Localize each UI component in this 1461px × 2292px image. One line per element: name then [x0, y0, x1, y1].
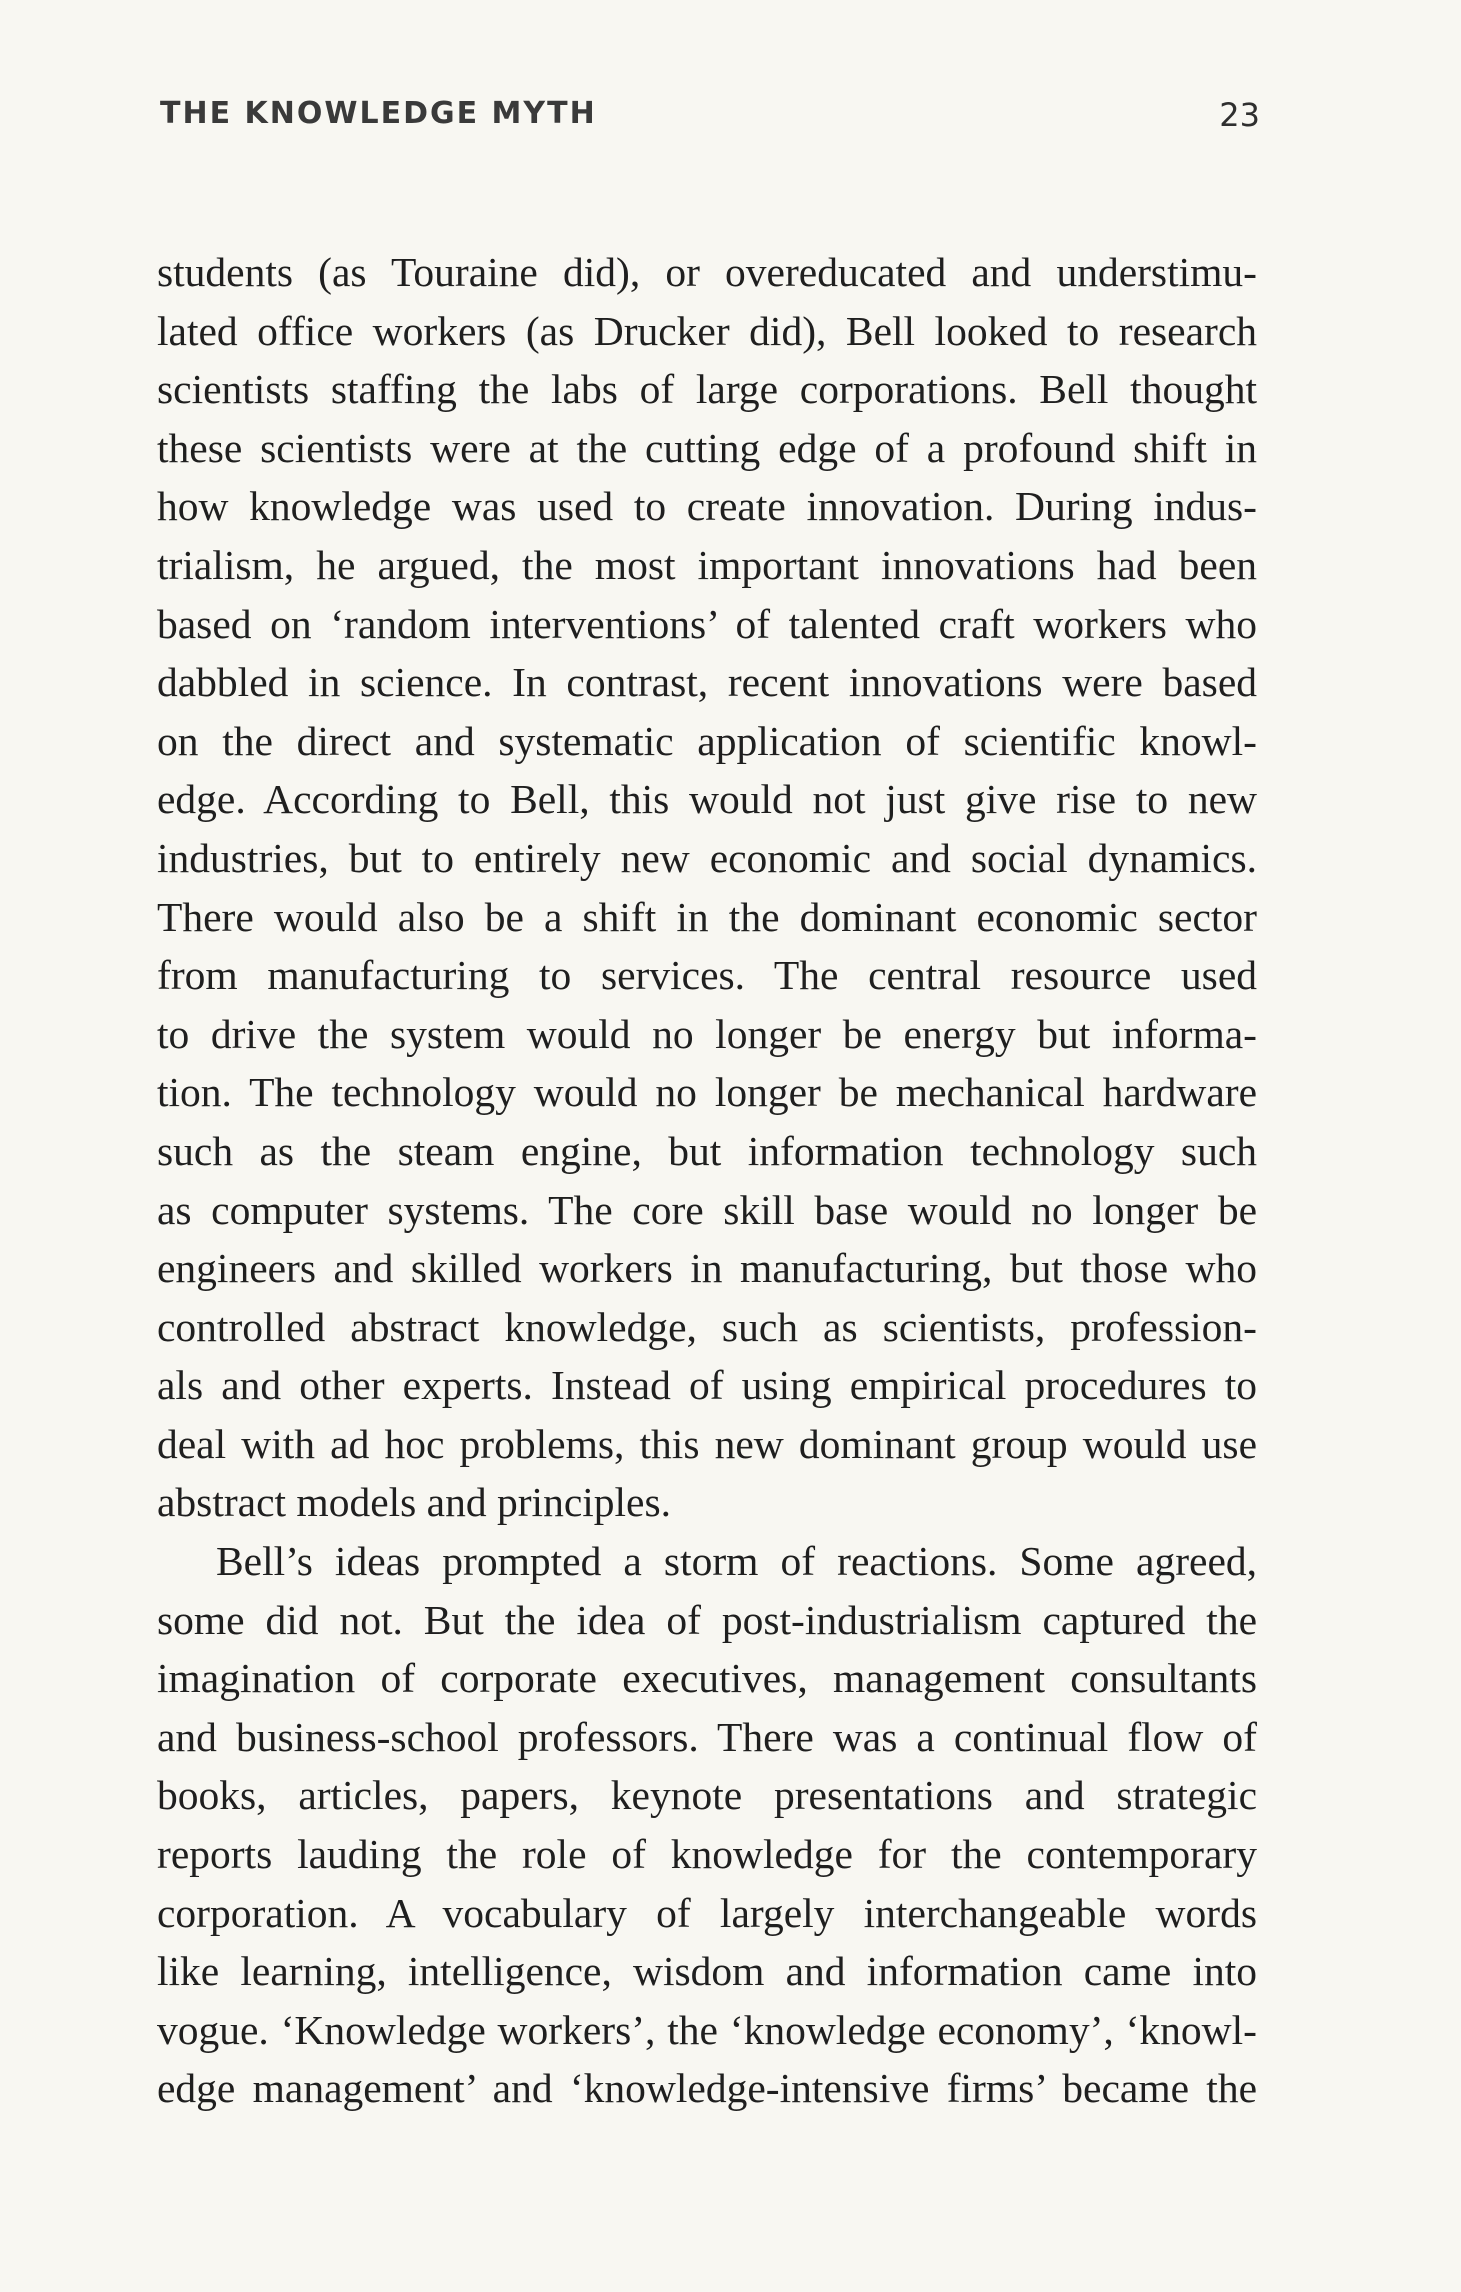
text-line: edge. According to Bell, this would not just give rise to new [157, 776, 1257, 823]
text-line: how knowledge was used to create innovation. During indus- [157, 483, 1257, 530]
text-line: corporation. A vocabulary of largely interchangeable words [157, 1889, 1257, 1936]
text-line: imagination of corporate executives, management consultants [157, 1655, 1257, 1702]
text-line: lated office workers (as Drucker did), Bell looked to research [157, 307, 1257, 354]
text-line: like learning, intelligence, wisdom and information came into [157, 1948, 1257, 1995]
text-line: students (as Touraine did), or overeducated and understimu- [157, 249, 1257, 295]
text-line: engineers and skilled workers in manufacturing, but those who [157, 1245, 1257, 1292]
text-line: based on ‘random interventions’ of talented craft workers who [157, 600, 1257, 647]
text-line: books, articles, papers, keynote presentations and strategic [157, 1772, 1257, 1819]
text-line: controlled abstract knowledge, such as scientists, profession- [157, 1303, 1257, 1350]
text-line: tion. The technology would no longer be mechanical hardware [157, 1069, 1257, 1116]
text-line: edge management’ and ‘knowledge-intensive firms’ became the [157, 2065, 1257, 2112]
text-line: these scientists were at the cutting edge of a profound shift in [157, 424, 1257, 471]
text-line: as computer systems. The core skill base would no longer be [157, 1186, 1257, 1233]
body-text [157, 243, 1257, 2118]
text-line: als and other experts. Instead of using empirical procedures to [157, 1362, 1257, 1409]
text-line: on the direct and systematic application of scientific knowl- [157, 717, 1257, 764]
paragraph-1 [157, 243, 1257, 1532]
text-line: and business-school professors. There was a continual flow of [157, 1713, 1257, 1760]
text-line: industries, but to entirely new economic and social dynamics. [157, 834, 1257, 881]
text-line: abstract models and principles. [157, 1479, 671, 1526]
text-line: There would also be a shift in the dominant economic sector [157, 893, 1257, 940]
text-line: dabbled in science. In contrast, recent innovations were based [157, 659, 1257, 706]
text-line: Bell’s ideas prompted a storm of reactions. Some agreed, [216, 1538, 1257, 1585]
text-line: such as the steam engine, but information technology such [157, 1127, 1257, 1174]
text-line: to drive the system would no longer be energy but informa- [157, 1010, 1257, 1057]
text-line: from manufacturing to services. The central resource used [157, 952, 1257, 999]
text-line: vogue. ‘Knowledge workers’, the ‘knowledge economy’, ‘knowl- [157, 2006, 1257, 2053]
text-line: trialism, he argued, the most important innovations had been [157, 541, 1257, 588]
text-line: deal with ad hoc problems, this new dominant group would use [157, 1420, 1257, 1467]
paragraph-2 [157, 1532, 1257, 2118]
running-title: THE KNOWLEDGE MYTH [160, 96, 597, 131]
page-number: 23 [1219, 96, 1260, 134]
text-line: some did not. But the idea of post-industrialism captured the [157, 1596, 1257, 1643]
text-line: reports lauding the role of knowledge for the contemporary [157, 1831, 1257, 1878]
text-line: scientists staffing the labs of large corporations. Bell thought [157, 366, 1257, 413]
running-head [160, 96, 1260, 146]
